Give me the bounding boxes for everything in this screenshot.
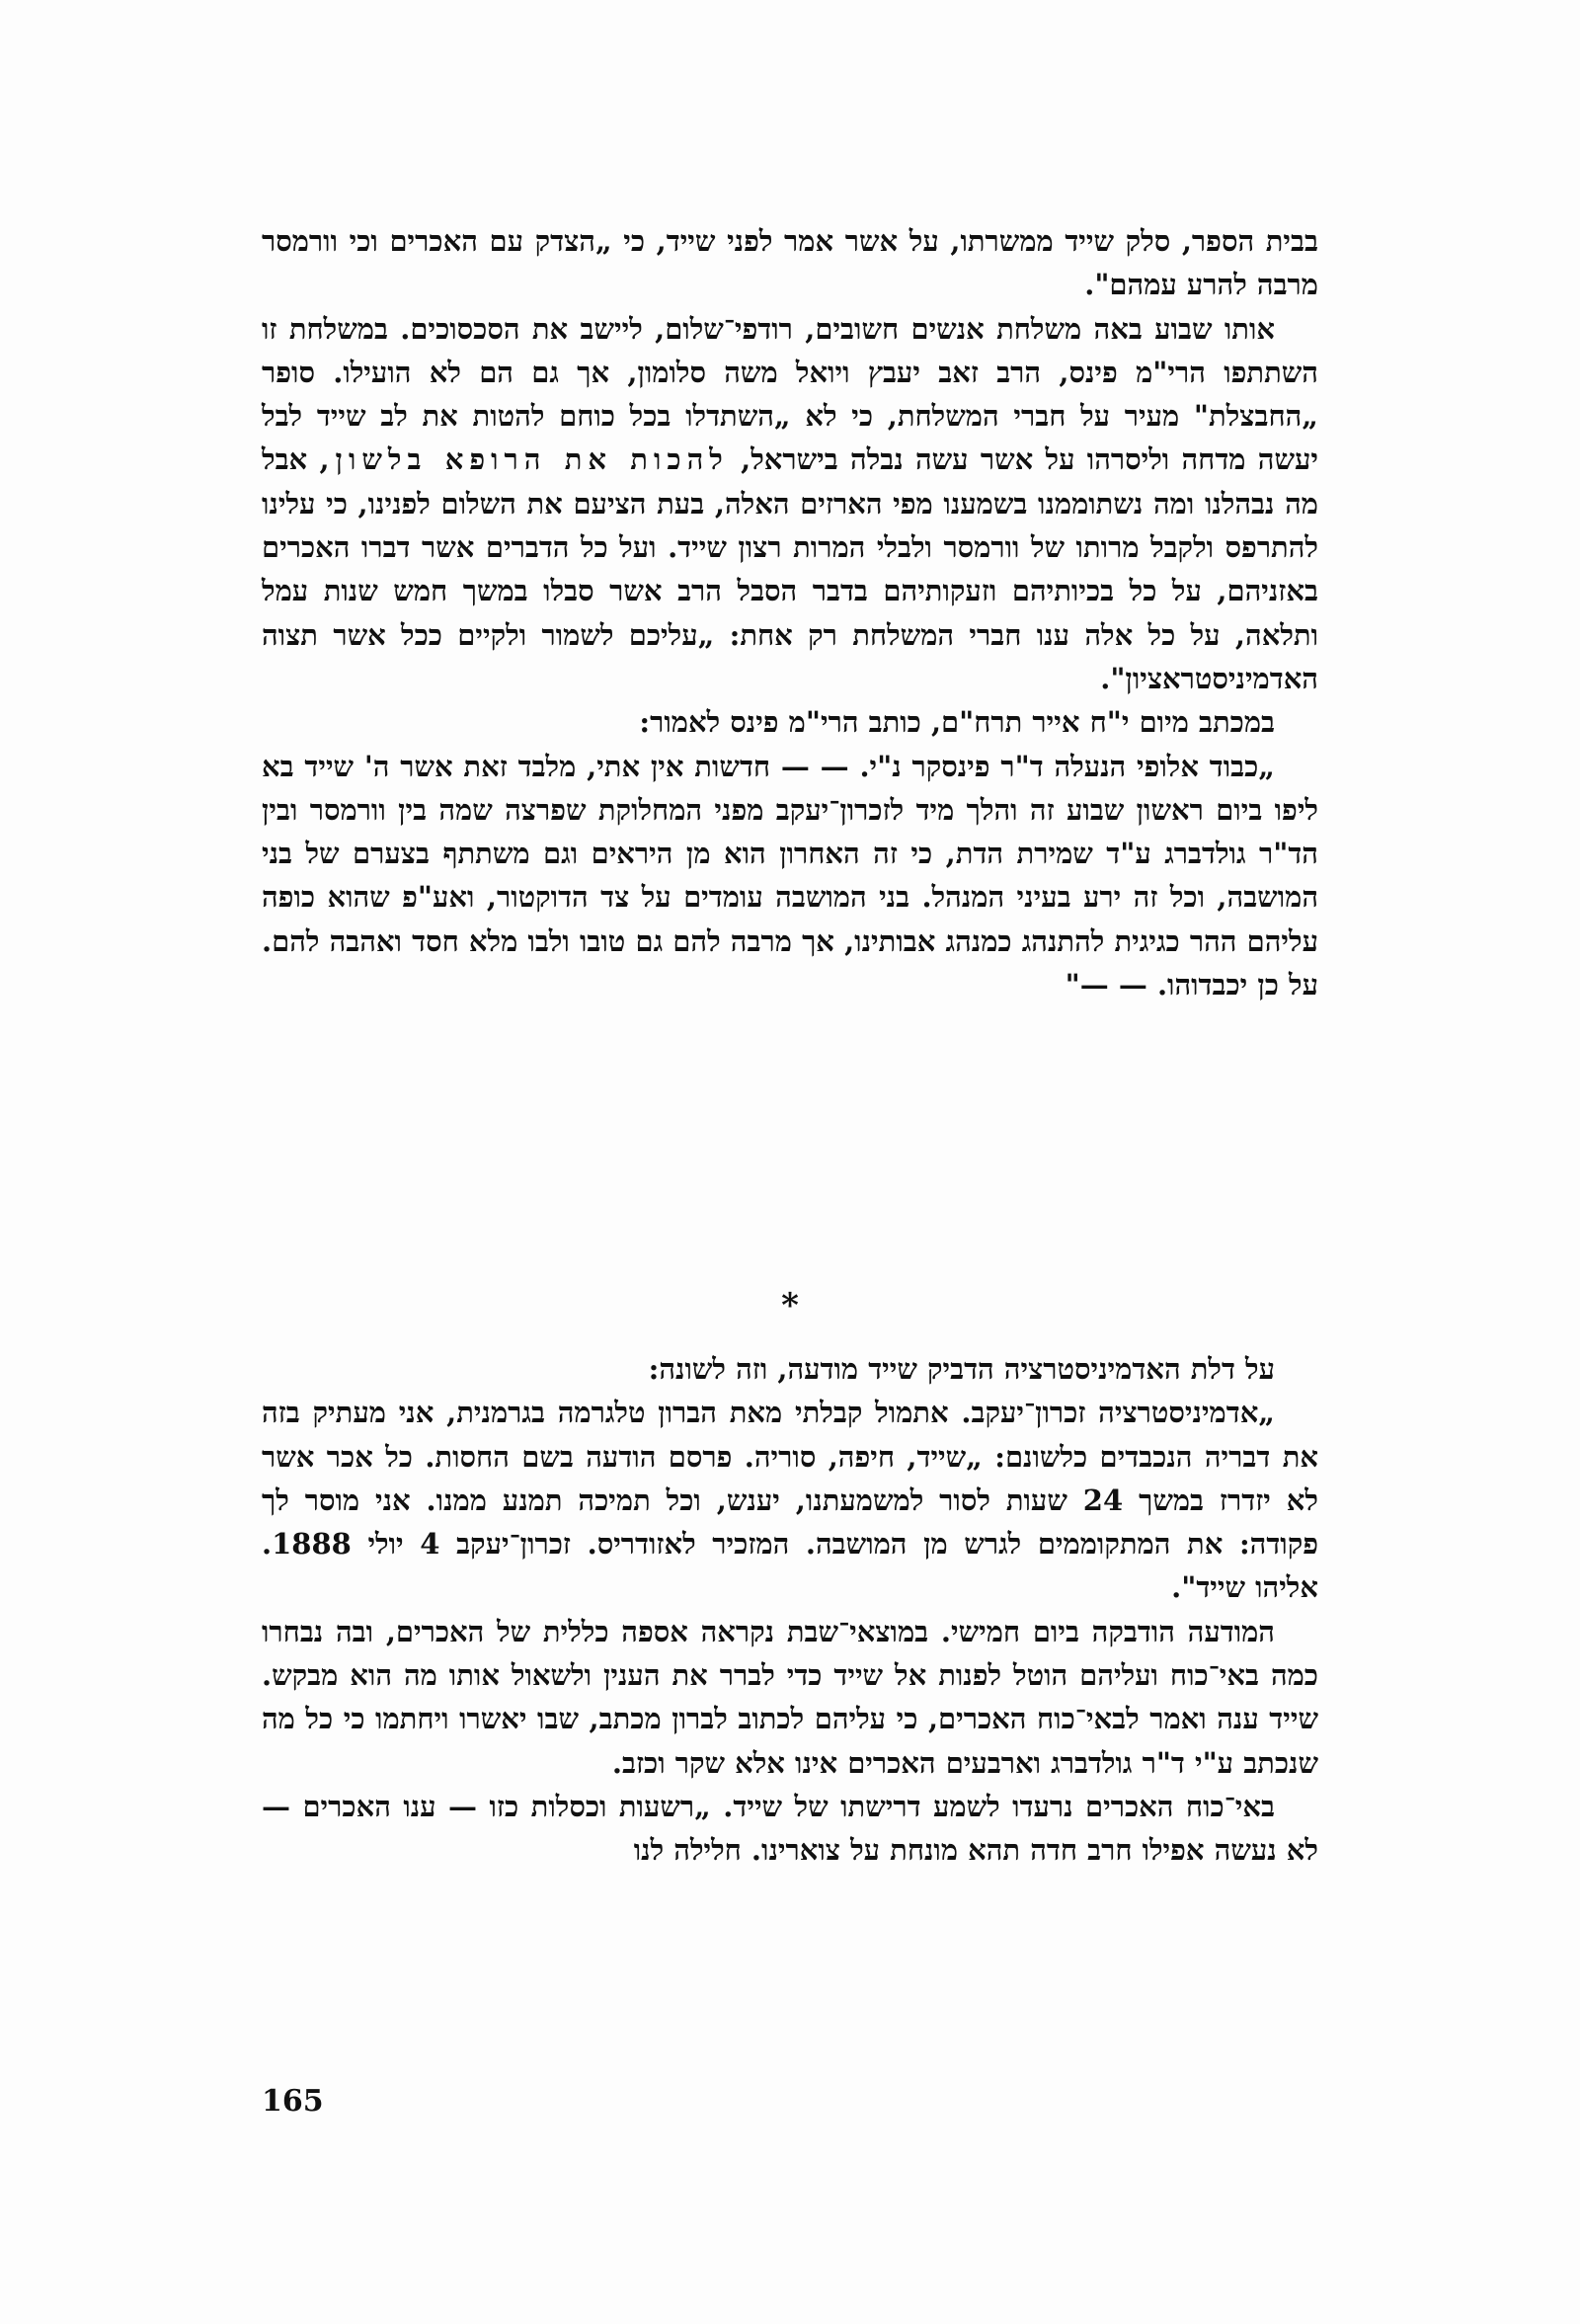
section-2-text	[262, 1347, 1318, 1873]
paragraph-4-letter-quote: „כבוד אלופי הנעלה ד"ר פינסקר נ"י. — — חדשות אין אתי, מלבד זאת אשר ה' שייד בא ליפו ביום ראשון שבוע זה והלך מיד לזכרון־יעקב מפני המחלוקת שפרצה שמה בין וורמסר ובין הד"ר גולדברג ע"ד שמירת הדת, כי זה האחרון הוא מן היראים וגם משתתף בצערם של בני המושבה, וכל זה ירע בעיני המנהל. בני המושבה עומדים על צד הדוקטור, ואע"פ שהוא כופה עליהם ההר כגיגית להתנהג כמנהג אבותינו, אך מרבה להם גם טובו ולבו מלא חסד ואהבה להם. על כן יכבדוהו. — —"	[262, 749, 1318, 1002]
paragraph-7: המודעה הודבקה ביום חמישי. במוצאי־שבת נקראה אספה כללית של האכרים, ובה נבחרו כמה באי־כוח ועליהם הוטל לפנות אל שייד כדי לברר את הענין ולשאול אותו מה הוא מבקש. שייד ענה ואמר לבאי־כוח האכרים, כי עליהם לכתוב לברון מכתב, שבו יאשרו ויחתמו כי כל מה שנכתב ע"י ד"ר גולדברג וארבעים האכרים אינו אלא שקר וכזב.	[262, 1614, 1318, 1780]
paragraph-1: בבית הספר, סלק שייד ממשרתו, על אשר אמר לפני שייד, כי „הצדק עם האכרים וכי וורמסר מרבה להרע עמהם".	[262, 224, 1318, 302]
paragraph-8: באי־כוח האכרים נרעדו לשמע דרישתו של שייד. „רשעות וכסלות כזו — ענו האכרים — לא נעשה אפילו חרב חדה תהא מונחת על צוארינו. חלילה לנו	[262, 1789, 1318, 1868]
paragraph-2-part-b: אבל מה נבהלנו ומה נשתוממנו בשמענו מפי הארזים האלה, בעת הציעם את השלום לפנינו, כי עלינו להתרפס ולקבל מרותו של וורמסר ולבלי המרות רצון שייד. ועל כל הדברים אשר דברו האכרים באזניהם, על כל בכיותיהם וזעקותיהם בדבר הסבל הרב אשר סבלו במשך חמש שנות עמל ותלאה, על כל אלה ענו חברי המשלחת רק אחת: „עליכם לשמור ולקיים ככל אשר תצוה האדמיניסטראציון".	[262, 442, 1318, 695]
section-1-text	[262, 219, 1318, 1006]
paragraph-6-notice-quote: „אדמיניסטרציה זכרון־יעקב. אתמול קבלתי מאת הברון טלגרמה בגרמנית, אני מעתיק בזה את דבריה הנכבדים כלשונם: „שייד, חיפה, סוריה. פרסם הודעה בשם החסות. כל אכר אשר לא יזדרז במשך 24 שעות לסור למשמעתנו, יענש, וכל תמיכה תמנע ממנו. אני מוסר לך פקודה: את המתקוממים לגרש מן המושבה. המזכיר לאזודריס. זכרון־יעקב 4 יולי 1888. אליהו שייד".	[262, 1396, 1318, 1605]
paragraph-3: במכתב מיום י"ח אייר תרח"ם, כותב הרי"מ פינס לאמור:	[639, 705, 1275, 740]
page-number: 165	[262, 2084, 324, 2119]
paragraph-2-spaced-phrase: להכות את הרופא בלשון,	[319, 442, 729, 477]
paragraph-2-part-a: אותו שבוע באה משלחת אנשים חשובים, רודפי־שלום, ליישב את הסכסוכים. במשלחת זו השתתפו הרי"מ פינס, הרב זאב יעבץ ויואל משה סלומון, אך גם הם לא הועילו. סופר „החבצלת" מעיר על חברי המשלחת, כי לא „השתדלו בכל כוחם להטות את לב שייד לבל יעשה מדחה וליסרהו על אשר עשה נבלה בישראל,	[262, 311, 1318, 477]
paragraph-2	[262, 307, 1318, 701]
section-separator: *	[781, 1286, 799, 1325]
paragraph-5: על דלת האדמיניסטרציה הדביק שייד מודעה, וזה לשונה:	[648, 1352, 1275, 1386]
